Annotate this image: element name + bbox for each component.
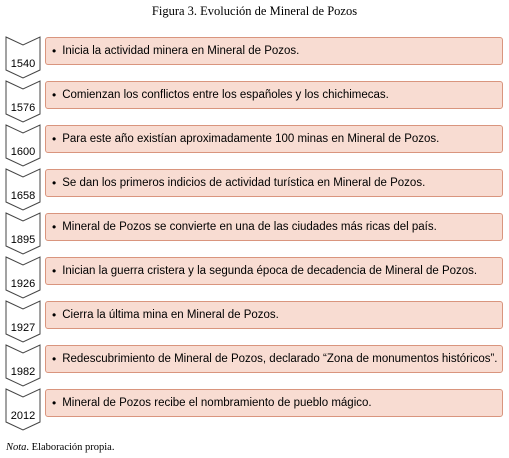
timeline-event-box — [45, 169, 503, 197]
timeline-year: 1895 — [10, 234, 36, 246]
timeline-row — [0, 168, 509, 211]
timeline-event-box — [45, 389, 503, 417]
bullet-icon: • — [52, 176, 57, 190]
timeline-year: 1600 — [10, 146, 36, 158]
timeline-event-box — [45, 301, 503, 329]
timeline-year: 1926 — [10, 278, 36, 290]
timeline-year: 1576 — [10, 102, 36, 114]
timeline-year: 2012 — [10, 410, 36, 422]
timeline-row — [0, 212, 509, 255]
timeline-row — [0, 256, 509, 299]
timeline-year: 1540 — [10, 58, 36, 70]
timeline-event-text: Inician la guerra cristera y la segunda época de decadencia de Mineral de Pozos. — [62, 265, 478, 277]
timeline-row — [0, 388, 509, 431]
bullet-icon: • — [52, 44, 57, 58]
timeline-event-text: Redescubrimiento de Mineral de Pozos, declarado “Zona de monumentos históricos”. — [62, 353, 498, 365]
timeline-event-text: Cierra la última mina en Mineral de Pozos. — [62, 309, 279, 321]
timeline-row — [0, 300, 509, 343]
timeline-year: 1982 — [10, 366, 36, 378]
timeline-event-box — [45, 257, 503, 285]
note-label: Nota — [6, 442, 27, 453]
timeline-event-box — [45, 345, 503, 373]
bullet-icon: • — [52, 396, 57, 410]
timeline-event-text: Mineral de Pozos se convierte en una de las ciudades más ricas del país. — [62, 221, 437, 233]
timeline-row — [0, 80, 509, 123]
timeline-event-text: Se dan los primeros indicios de actividad turística en Mineral de Pozos. — [62, 177, 426, 189]
timeline-event-text: Inicia la actividad minera en Mineral de Pozos. — [62, 45, 300, 57]
note-text: . Elaboración propia. — [26, 442, 115, 453]
timeline-event-text: Mineral de Pozos recibe el nombramiento de pueblo mágico. — [62, 397, 372, 409]
timeline-row — [0, 36, 509, 79]
figure-caption: Figura 3. Evolución de Mineral de Pozos — [151, 4, 358, 18]
timeline-row — [0, 124, 509, 167]
bullet-icon: • — [52, 88, 57, 102]
timeline-row — [0, 344, 509, 387]
figure-note — [6, 442, 114, 453]
timeline-year: 1658 — [10, 190, 36, 202]
bullet-icon: • — [52, 352, 57, 366]
bullet-icon: • — [52, 308, 57, 322]
timeline-event-box — [45, 213, 503, 241]
timeline-event-box — [45, 125, 503, 153]
timeline-event-text: Comienzan los conflictos entre los españoles y los chichimecas. — [62, 89, 389, 101]
bullet-icon: • — [52, 220, 57, 234]
bullet-icon: • — [52, 264, 57, 278]
timeline-event-text: Para este año existían aproximadamente 100 minas en Mineral de Pozos. — [62, 133, 440, 145]
timeline-event-box — [45, 37, 503, 65]
timeline-year: 1927 — [10, 322, 36, 334]
timeline-event-box — [45, 81, 503, 109]
bullet-icon: • — [52, 132, 57, 146]
